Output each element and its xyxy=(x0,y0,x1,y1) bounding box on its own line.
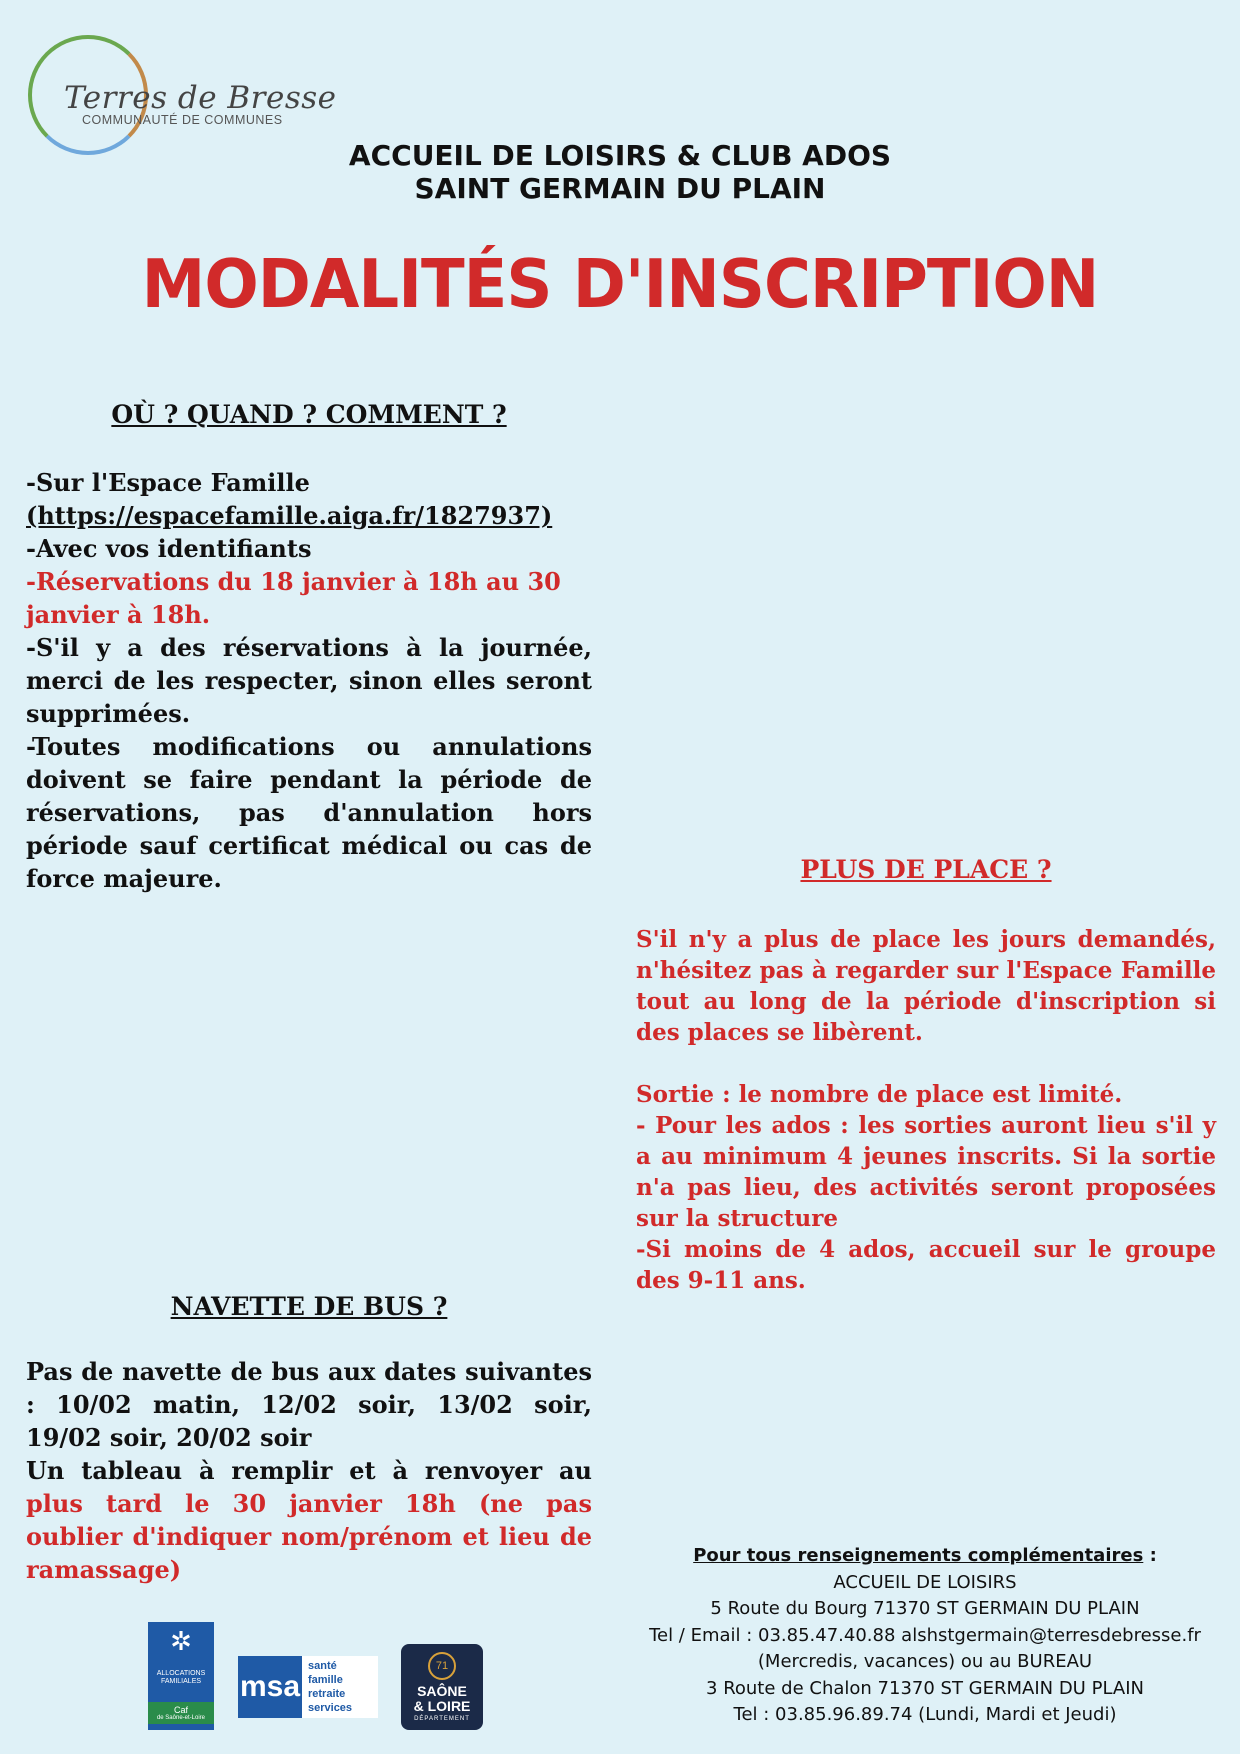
caf-star-icon: ✲ xyxy=(170,1626,192,1656)
section-bus-title: NAVETTE DE BUS ? xyxy=(170,1292,448,1321)
logo-subtitle: COMMUNAUTÉ DE COMMUNES xyxy=(82,113,283,127)
section-place-title: PLUS DE PLACE ? xyxy=(800,855,1052,884)
contact-block xyxy=(600,1543,1240,1729)
contact-title-suffix: : xyxy=(1143,1545,1157,1566)
contact-title: Pour tous renseignements complémentaires xyxy=(693,1545,1144,1566)
section-bus-body xyxy=(26,1355,592,1586)
saone-loire-dept: DÉPARTEMENT xyxy=(414,1716,470,1722)
msa-logo xyxy=(238,1656,378,1718)
msa-mark: msa xyxy=(238,1656,302,1718)
place-line-2: - Pour les ados : les sorties auront lieu s'il y a au minimum 4 jeunes inscrits. Si la sortie n'a pas lieu, des activités seront proposées sur la structure xyxy=(636,1112,1216,1232)
bus-para-2-red: plus tard le 30 janvier 18h (ne pas oublier d'indiquer nom/prénom et lieu de ramassage) xyxy=(26,1489,592,1584)
saone-loire-name-1: SAÔNE xyxy=(417,1683,467,1699)
msa-line-4: services xyxy=(308,1702,353,1714)
saone-loire-ring-icon: 71 xyxy=(428,1652,456,1680)
section-place-body xyxy=(636,924,1216,1296)
place-line-1: Sortie : le nombre de place est limité. xyxy=(636,1081,1123,1108)
msa-line-3: retraite xyxy=(308,1688,346,1700)
msa-line-1: santé xyxy=(308,1660,337,1672)
section-where-body xyxy=(26,466,592,895)
msa-line-2: famille xyxy=(308,1674,343,1686)
msa-text xyxy=(302,1659,352,1715)
place-para-1: S'il n'y a plus de place les jours demandés, n'hésitez pas à regarder sur l'Espace Famille tout au long de la période d'inscription si des places se libèrent. xyxy=(636,926,1216,1046)
where-line-3: -Réservations du 18 janvier à 18h au 30 janvier à 18h. xyxy=(26,567,561,629)
logo-name: Terres de Bresse xyxy=(64,80,337,116)
header-line-2: SAINT GERMAIN DU PLAIN xyxy=(414,172,826,205)
contact-line-3: Tel / Email : 03.85.47.40.88 alshstgermain@terresdebresse.fr xyxy=(649,1624,1201,1646)
caf-bottom xyxy=(148,1702,214,1724)
caf-top-text: ALLOCATIONS FAMILIALES xyxy=(156,1670,206,1685)
where-line-2: -Avec vos identifiants xyxy=(26,534,312,563)
contact-line-2: 5 Route du Bourg 71370 ST GERMAIN DU PLAIN xyxy=(710,1598,1140,1619)
caf-name: Caf xyxy=(173,1705,188,1715)
saone-loire-name-2: & LOIRE xyxy=(413,1698,471,1714)
bus-para-2-start: Un tableau à remplir et à renvoyer au xyxy=(26,1456,592,1485)
where-line-4: -S'il y a des réservations à la journée, merci de les respecter, sinon elles seront supprimées. xyxy=(26,633,592,728)
header-line-1: ACCUEIL DE LOISIRS & CLUB ADOS xyxy=(348,139,892,172)
where-line-5: -Toutes modifications ou annulations doivent se faire pendant la période de réservations, pas d'annulation hors période sauf certificat médical ou cas de force majeure. xyxy=(26,732,592,893)
place-line-3: -Si moins de 4 ados, accueil sur le groupe des 9-11 ans. xyxy=(636,1236,1216,1294)
page-title: MODALITÉS D'INSCRIPTION xyxy=(141,246,1099,324)
section-where-title: OÙ ? QUAND ? COMMENT ? xyxy=(111,400,507,429)
contact-line-5: 3 Route de Chalon 71370 ST GERMAIN DU PLAIN xyxy=(706,1677,1144,1699)
contact-line-4: (Mercredis, vacances) ou au BUREAU xyxy=(757,1651,1093,1672)
where-line-1: -Sur l'Espace Famille xyxy=(26,468,310,497)
saone-loire-logo xyxy=(401,1644,483,1730)
caf-region: de Saône-et-Loire xyxy=(156,1715,206,1721)
caf-logo xyxy=(148,1622,214,1730)
bus-para-1: Pas de navette de bus aux dates suivantes : 10/02 matin, 12/02 soir, 13/02 soir, 19/02 soir, 20/02 soir xyxy=(26,1357,592,1452)
espace-famille-link[interactable]: (https://espacefamille.aiga.fr/1827937) xyxy=(26,501,553,530)
contact-line-6: Tel : 03.85.96.89.74 (Lundi, Mardi et Jeudi) xyxy=(733,1704,1117,1725)
contact-line-1: ACCUEIL DE LOISIRS xyxy=(833,1571,1017,1593)
